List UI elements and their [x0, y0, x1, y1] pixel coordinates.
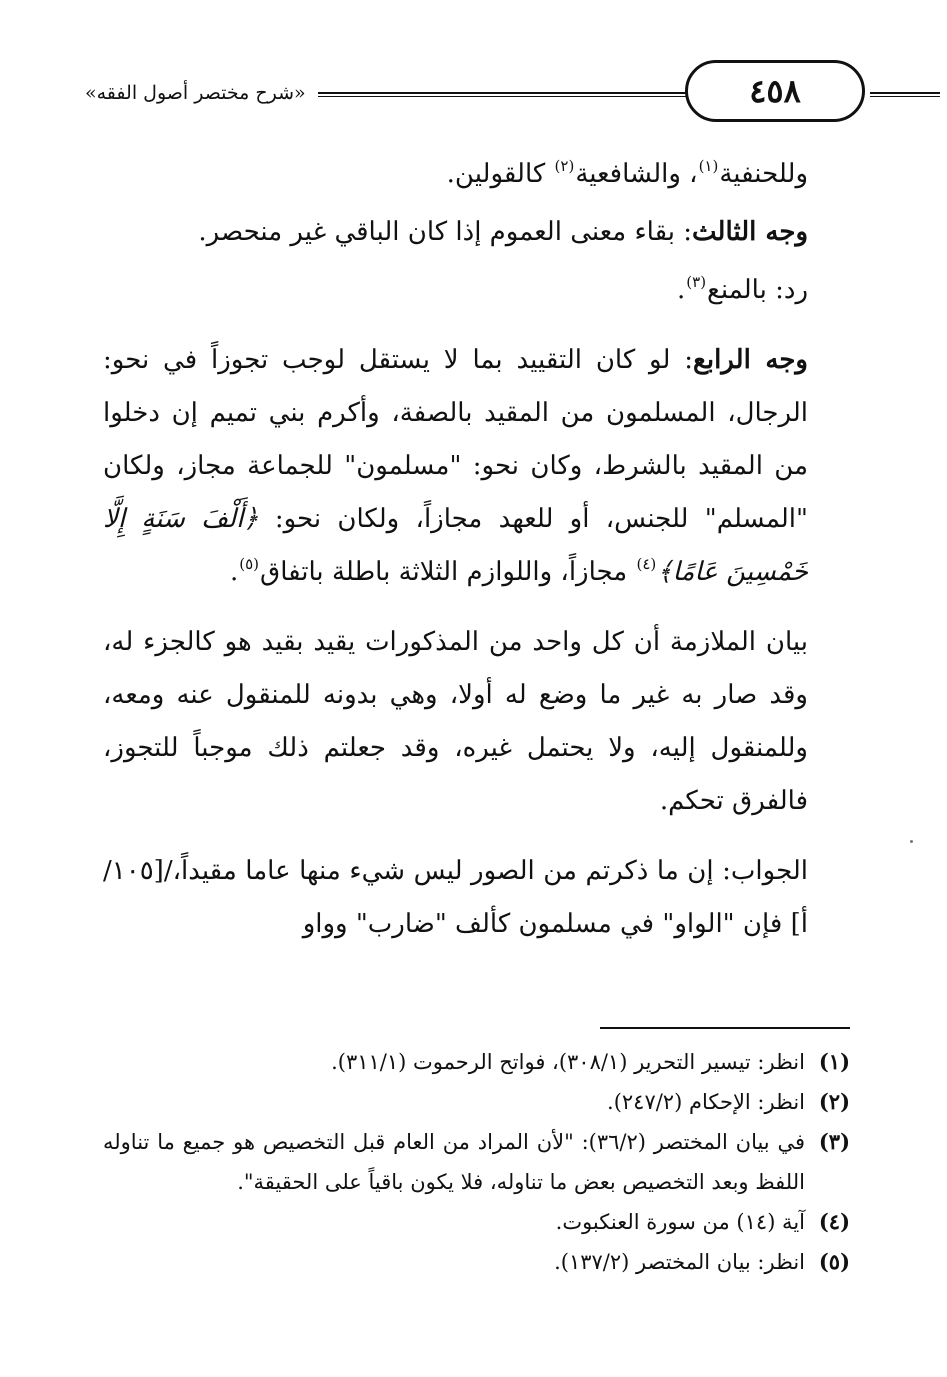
footnote-ref-2[interactable]: (٢)	[554, 157, 575, 175]
footnote-4	[103, 1202, 850, 1242]
main-text	[103, 148, 808, 968]
footnote-5	[103, 1242, 850, 1282]
section-label-third: وجه الثالث	[692, 217, 808, 247]
footnote-ref-1[interactable]: (١)	[698, 157, 719, 175]
text-span: .	[229, 557, 239, 587]
paragraph-5: بيان الملازمة أن كل واحد من المذكورات يقيد بقيد هو كالجزء له، وقد صار به غير ما وضع له أولا، وهي بدونه للمنقول عنه ومعه، وللمنقول إليه، ولا يحتمل غيره، وقد جعلتم ذلك موجباً للتجوز، فالفرق تحكم.	[103, 627, 808, 816]
text-span: : بقاء معنى العموم إذا كان الباقي غير منحصر.	[198, 217, 693, 247]
text-span: مجازاً، واللوازم الثلاثة باطلة باتفاق	[260, 557, 636, 587]
footnote-separator	[600, 1027, 850, 1029]
paragraph-3	[103, 264, 808, 317]
book-title: «شرح مختصر أصول الفقه»	[85, 82, 306, 104]
footnote-ref-4[interactable]: (٤)	[636, 555, 657, 573]
footnote-ref-3[interactable]: (٣)	[686, 273, 707, 291]
footnote-text: انظر: تيسير التحرير (٣٠٨/١)، فواتح الرحموت (٣١١/١).	[331, 1050, 805, 1074]
footnote-ref-5[interactable]: (٥)	[239, 555, 260, 573]
footnote-number: (٣)	[818, 1129, 850, 1154]
footnote-1	[103, 1042, 850, 1082]
footnote-3	[103, 1122, 850, 1202]
footnote-number: (٤)	[818, 1209, 850, 1234]
section-label-fourth: وجه الرابع	[693, 345, 808, 375]
paragraph-4	[103, 334, 808, 599]
text-span: رد: بالمنع	[707, 275, 808, 305]
running-header	[80, 60, 860, 130]
text-span: .	[677, 275, 686, 305]
footnote-number: (٢)	[818, 1089, 850, 1114]
footnote-text: انظر: الإحكام (٢٤٧/٢).	[607, 1090, 805, 1114]
footnotes	[103, 1042, 850, 1282]
scan-speck	[910, 840, 913, 843]
paragraph-1	[103, 148, 808, 201]
header-rule-right	[870, 92, 940, 97]
text-span: ، والشافعية	[575, 159, 698, 189]
footnote-text: في بيان المختصر (٣٦/٢): "لأن المراد من العام قبل التخصيص هو جميع ما تناوله اللفظ وبعد التخصيص بعض ما تناوله، فلا يكون باقياً على الحقيقة".	[103, 1130, 805, 1194]
text-span: : لو كان التقييد بما لا يستقل لوجب تجوزاً في نحو: الرجال، المسلمون من المقيد بالصفة، وأكرم بني تميم إن دخلوا من المقيد بالشرط، وكان نحو: "مسلمون" للجماعة مجاز، ولكان "المسلم" للجنس، أو للعهد مجازاً، ولكان نحو:	[103, 345, 808, 534]
page-number: ٤٥٨	[685, 60, 865, 122]
quran-verse: ﴿أَلْفَ سَنَةٍ إِلَّا خَمْسِينَ عَامًا﴾	[103, 504, 808, 587]
footnote-2	[103, 1082, 850, 1122]
text-span: كالقولين.	[446, 159, 554, 189]
footnote-number: (١)	[818, 1049, 850, 1074]
footnote-text: آية (١٤) من سورة العنكبوت.	[555, 1210, 805, 1234]
footnote-text: انظر: بيان المختصر (١٣٧/٢).	[554, 1250, 805, 1274]
text-span: وللحنفية	[719, 159, 808, 189]
paragraph-2	[103, 206, 808, 259]
paragraph-6: الجواب: إن ما ذكرتم من الصور ليس شيء منها عاما مقيداً،/[١٠٥/أ] فإن "الواو" في مسلمون كألف "ضارب" وواو	[103, 856, 808, 939]
footnote-number: (٥)	[818, 1249, 850, 1274]
